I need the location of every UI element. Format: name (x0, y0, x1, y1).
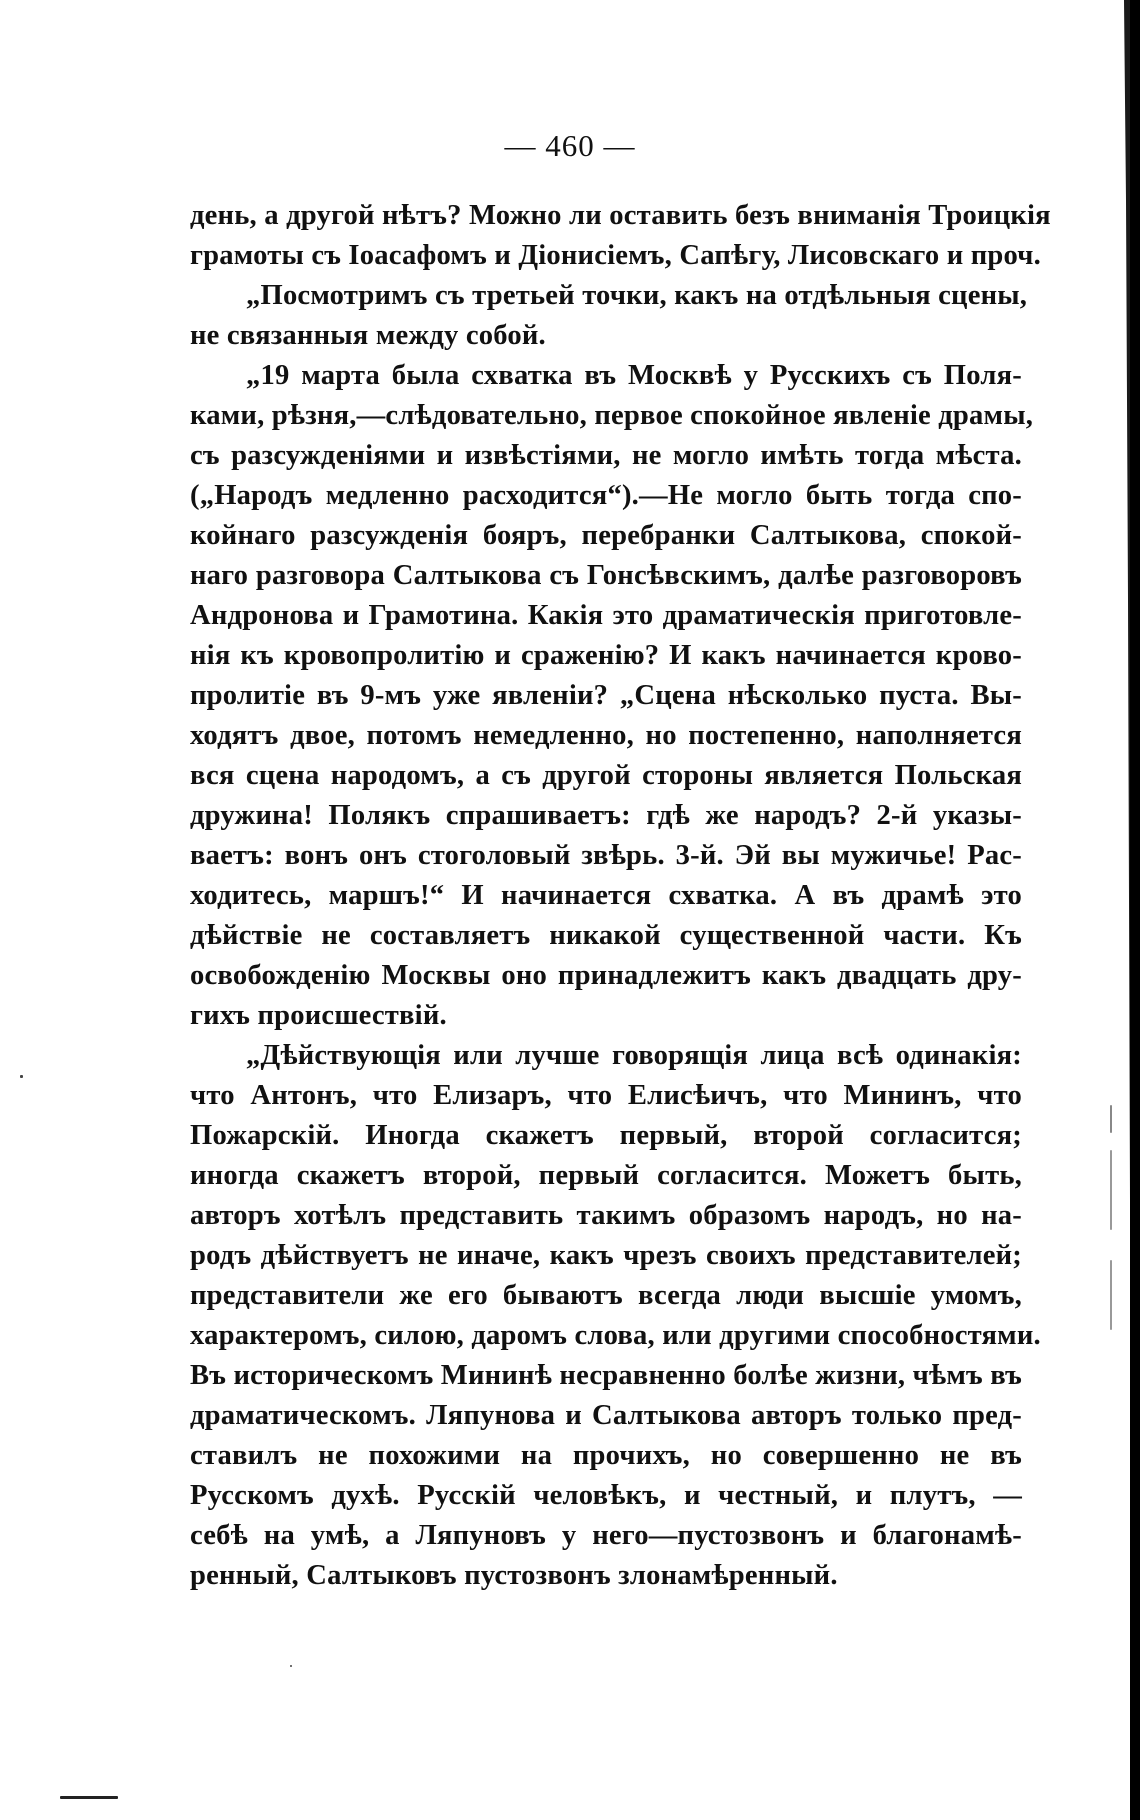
text-line: день, а другой нѣтъ? Можно ли оставить безъ вниманія Троицкія (190, 200, 1051, 231)
text-line: Русскомъ духѣ. Русскій человѣкъ, и честный, и плутъ, — (190, 1480, 1022, 1511)
text-line: вся сцена народомъ, а съ другой стороны является Польская (190, 760, 1022, 791)
text-line: („Народъ медленно расходится“).—Не могло быть тогда спо- (190, 480, 1022, 511)
text-line: съ разсужденіями и извѣстіями, не могло имѣть тогда мѣста. (190, 440, 1022, 471)
text-line: освобожденію Москвы оно принадлежитъ какъ двадцать дру- (190, 960, 1022, 991)
text-line: родъ дѣйствуетъ не иначе, какъ чрезъ своихъ представителей; (190, 1240, 1022, 1271)
paragraph-2 (190, 276, 1028, 356)
paragraph-4 (190, 1036, 1041, 1596)
text-line: гихъ происшествій. (190, 1000, 447, 1031)
scan-speck (1110, 1260, 1112, 1330)
scan-speck (1110, 1150, 1112, 1230)
text-line: дѣйствіе не составляетъ никакой существенной части. Къ (190, 920, 1022, 951)
page-number: — 460 — (504, 128, 636, 163)
scan-speck (60, 1796, 118, 1799)
text-line: не связанныя между собой. (190, 320, 546, 351)
text-line: ками, рѣзня,—слѣдовательно, первое спокойное явленіе драмы, (190, 400, 1034, 431)
text-line: себѣ на умѣ, а Ляпуновъ у него—пустозвонъ и благонамѣ- (190, 1520, 1022, 1551)
text-line: грамоты съ Іоасафомъ и Діонисіемъ, Сапѣгу, Лисовскаго и проч. (190, 240, 1041, 271)
text-line: ренный, Салтыковъ пустозвонъ злонамѣренный. (190, 1560, 838, 1591)
scan-speck (1110, 1105, 1112, 1133)
paragraph-1 (190, 196, 1051, 276)
text-line: „19 марта была схватка въ Москвѣ у Русскихъ съ Поля- (246, 360, 1022, 391)
scan-speck (20, 1075, 23, 1078)
text-line: пролитіе въ 9-мъ уже явленіи? „Сцена нѣсколько пуста. Вы- (190, 680, 1022, 711)
text-line: нія къ кровопролитію и сраженію? И какъ начинается крово- (190, 640, 1022, 671)
scan-speck (290, 1665, 292, 1667)
text-line: драматическомъ. Ляпунова и Салтыкова авторъ только пред- (190, 1400, 1022, 1431)
text-line: иногда скажетъ второй, первый согласится. Можетъ быть, (190, 1160, 1022, 1191)
text-line: Пожарскій. Иногда скажетъ первый, второй согласится; (190, 1120, 1022, 1151)
scan-edge-shadow (1102, 0, 1140, 1820)
text-line: что Антонъ, что Елизаръ, что Елисѣичъ, что Мининъ, что (190, 1080, 1022, 1111)
text-line: ходятъ двое, потомъ немедленно, но постепенно, наполняется (190, 720, 1022, 751)
text-line: Андронова и Грамотина. Какія это драматическія приготовле- (190, 600, 1022, 631)
text-line: „Дѣйствующія или лучше говорящія лица всѣ одинакія: (246, 1040, 1022, 1071)
text-line: ходитесь, маршъ!“ И начинается схватка. А въ драмѣ это (190, 880, 1022, 911)
text-line: характеромъ, силою, даромъ слова, или другими способностями. (190, 1320, 1041, 1351)
text-line: ставилъ не похожими на прочихъ, но совершенно не въ (190, 1440, 1022, 1471)
text-line: Въ историческомъ Мининѣ несравненно болѣе жизни, чѣмъ въ (190, 1360, 1023, 1391)
text-line: наго разговора Салтыкова съ Гонсѣвскимъ, далѣе разговоровъ (190, 560, 1022, 591)
text-line: авторъ хотѣлъ представить такимъ образомъ народъ, но на- (190, 1200, 1022, 1231)
body-text (190, 196, 1051, 1596)
text-line: дружина! Полякъ спрашиваетъ: гдѣ же народъ? 2-й указы- (190, 800, 1022, 831)
text-line: ваетъ: вонъ онъ стоголовый звѣрь. 3-й. Эй вы мужичье! Рас- (190, 840, 1022, 871)
paragraph-3 (190, 356, 1034, 1036)
text-line: представители же его бываютъ всегда люди высшіе умомъ, (190, 1280, 1022, 1311)
text-line: койнаго разсужденія бояръ, перебранки Салтыкова, спокой- (190, 520, 1022, 551)
text-line: „Посмотримъ съ третьей точки, какъ на отдѣльныя сцены, (246, 280, 1028, 311)
